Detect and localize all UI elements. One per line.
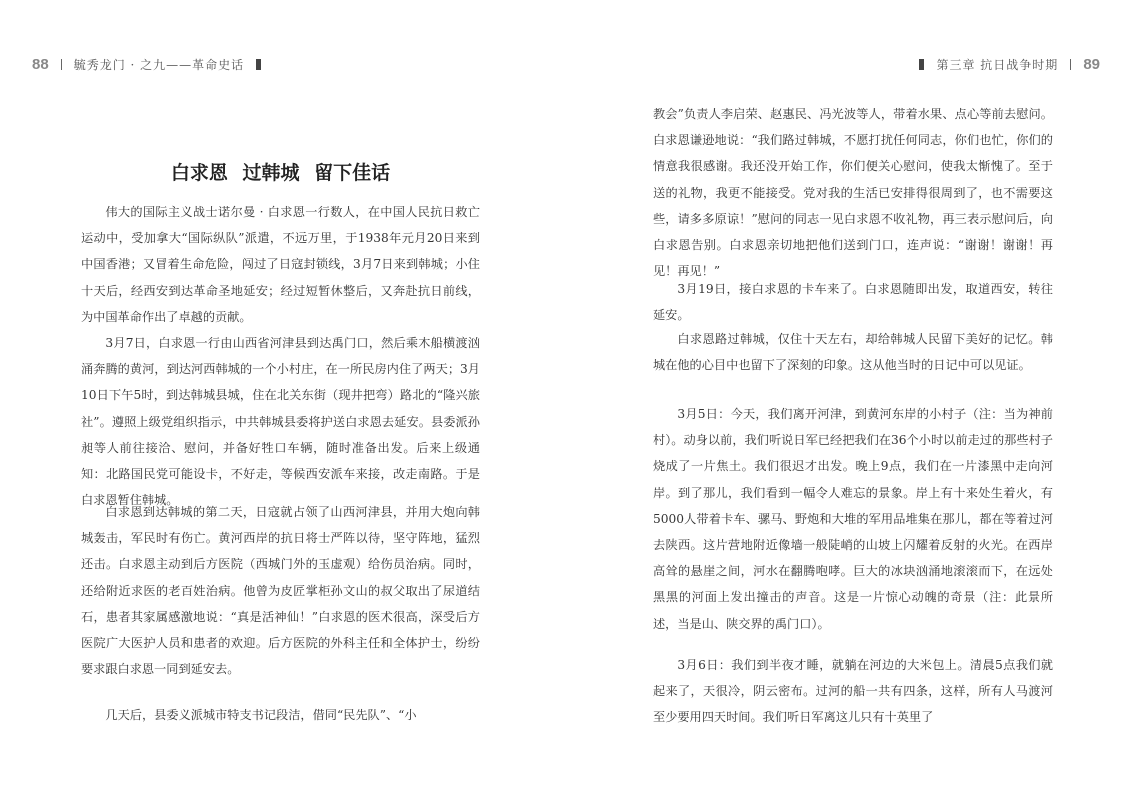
header-divider [1070,59,1071,70]
paragraph: 几天后，县委义派城市特支书记段洁，借同“民先队”、“小 [105,708,417,722]
paragraph: 白求恩到达韩城的第二天，日寇就占领了山西河津县，并用大炮向韩城轰击，军民时有伤亡。黄河西岸的抗日将士严阵以待，坚守阵地，猛烈还击。白求恩主动到后方医院（西城门外的玉虚观）给伤员治病。同时，还给附近求医的老百姓治病。他曾为皮匠掌柜孙文山的叔父取出了尿道结石，患者其家属感激地说：“真是活神仙！”白求恩的医术很高，深受后方医院广大医护人员和患者的欢迎。后方医院的外科主任和全体护士，纷纷要求跟白求恩一同到延安去。 [81,505,480,677]
right-page-header [907,52,1100,76]
right-page-number: 89 [1083,55,1100,73]
header-block-mark [256,59,261,70]
header-divider [61,59,62,70]
paragraph: 3月6日：我们到半夜才睡，就躺在河边的大米包上。清晨5点我们就起来了，天很冷，阴云密布。过河的船一共有四条，这样，所有人马渡河至少要用四天时间。我们听日军离这儿只有十英里了 [653,658,1053,725]
paragraph: 白求恩路过韩城，仅住十天左右，却给韩城人民留下美好的记忆。韩城在他的心目中也留下了深刻的印象。这从他当时的日记中可以见证。 [653,332,1053,373]
paragraph: 伟大的国际主义战士诺尔曼 · 白求恩一行数人，在中国人民抗日救亡运动中，受加拿大“国际纵队”派遣，不远万里，于1938年元月20日来到中国香港；又冒着生命危险，闯过了日寇封锁线，3月7日来到韩城；小住十天后，经西安到达革命圣地延安；经过短暂休整后，又奔赴抗日前线，为中国革命作出了卓越的贡献。 [81,205,480,324]
book-title: 毓秀龙门 · 之九——革命史话 [73,57,245,72]
left-page-number: 88 [32,55,49,73]
paragraph: 3月19日，接白求恩的卡车来了。白求恩随即出发，取道西安，转往延安。 [653,282,1053,323]
paragraph: 教会”负责人李启荣、赵惠民、冯光波等人，带着水果、点心等前去慰问。白求恩谦逊地说：“我们路过韩城，不愿打扰任何同志，你们也忙，你们的情意我很感谢。我还没开始工作，你们便关心慰问，使我太惭愧了。至于送的礼物，我更不能接受。党对我的生活已安排得很周到了，也不需要这些，请多多原谅！”慰问的同志一见白求恩不收礼物，再三表示慰问后，向白求恩告别。白求恩亲切地把他们送到门口，连声说：“谢谢！谢谢！再见！再见！” [653,107,1053,279]
paragraph: 3月5日：今天，我们离开河津，到黄河东岸的小村子（注：当为神前村）。动身以前，我们听说日军已经把我们在36个小时以前走过的那些村子烧成了一片焦土。我们很迟才出发。晚上9点，我们在一片漆黑中走向河岸。到了那儿，我们看到一幅令人难忘的景象。岸上有十来处生着火，有5000人带着卡车、骡马、野炮和大堆的军用品堆集在那儿，都在等着过河去陕西。这片营地附近像墙一般陡峭的山坡上闪耀着反射的火光。在西岸高耸的悬崖之间，河水在翻腾咆哮。巨大的冰块汹涌地滚滚而下，在远处黑黑的河面上发出撞击的声音。这是一片惊心动魄的奇景（注：此景所述，当是山、陕交界的禹门口）。 [653,407,1053,631]
chapter-title: 第三章 抗日战争时期 [936,57,1059,72]
left-page-header [32,52,273,76]
paragraph: 3月7日，白求恩一行由山西省河津县到达禹门口，然后乘木船横渡汹涌奔腾的黄河，到达河西韩城的一个小村庄，在一所民房内住了两天；3月10日下午5时，到达韩城县城，住在北关东街（现井把弯）路北的“隆兴旅社”。遵照上级党组织指示，中共韩城县委将护送白求恩去延安。县委派孙昶等人前往接洽、慰问，并备好牲口车辆，随时准备出发。后来上级通知：北路国民党可能设卡，不好走，等候西安派车来接，改走南路。于是白求恩暂住韩城。 [81,336,480,508]
article-title: 白求恩 过韩城 留下佳话 [170,162,391,184]
header-block-mark [919,59,924,70]
